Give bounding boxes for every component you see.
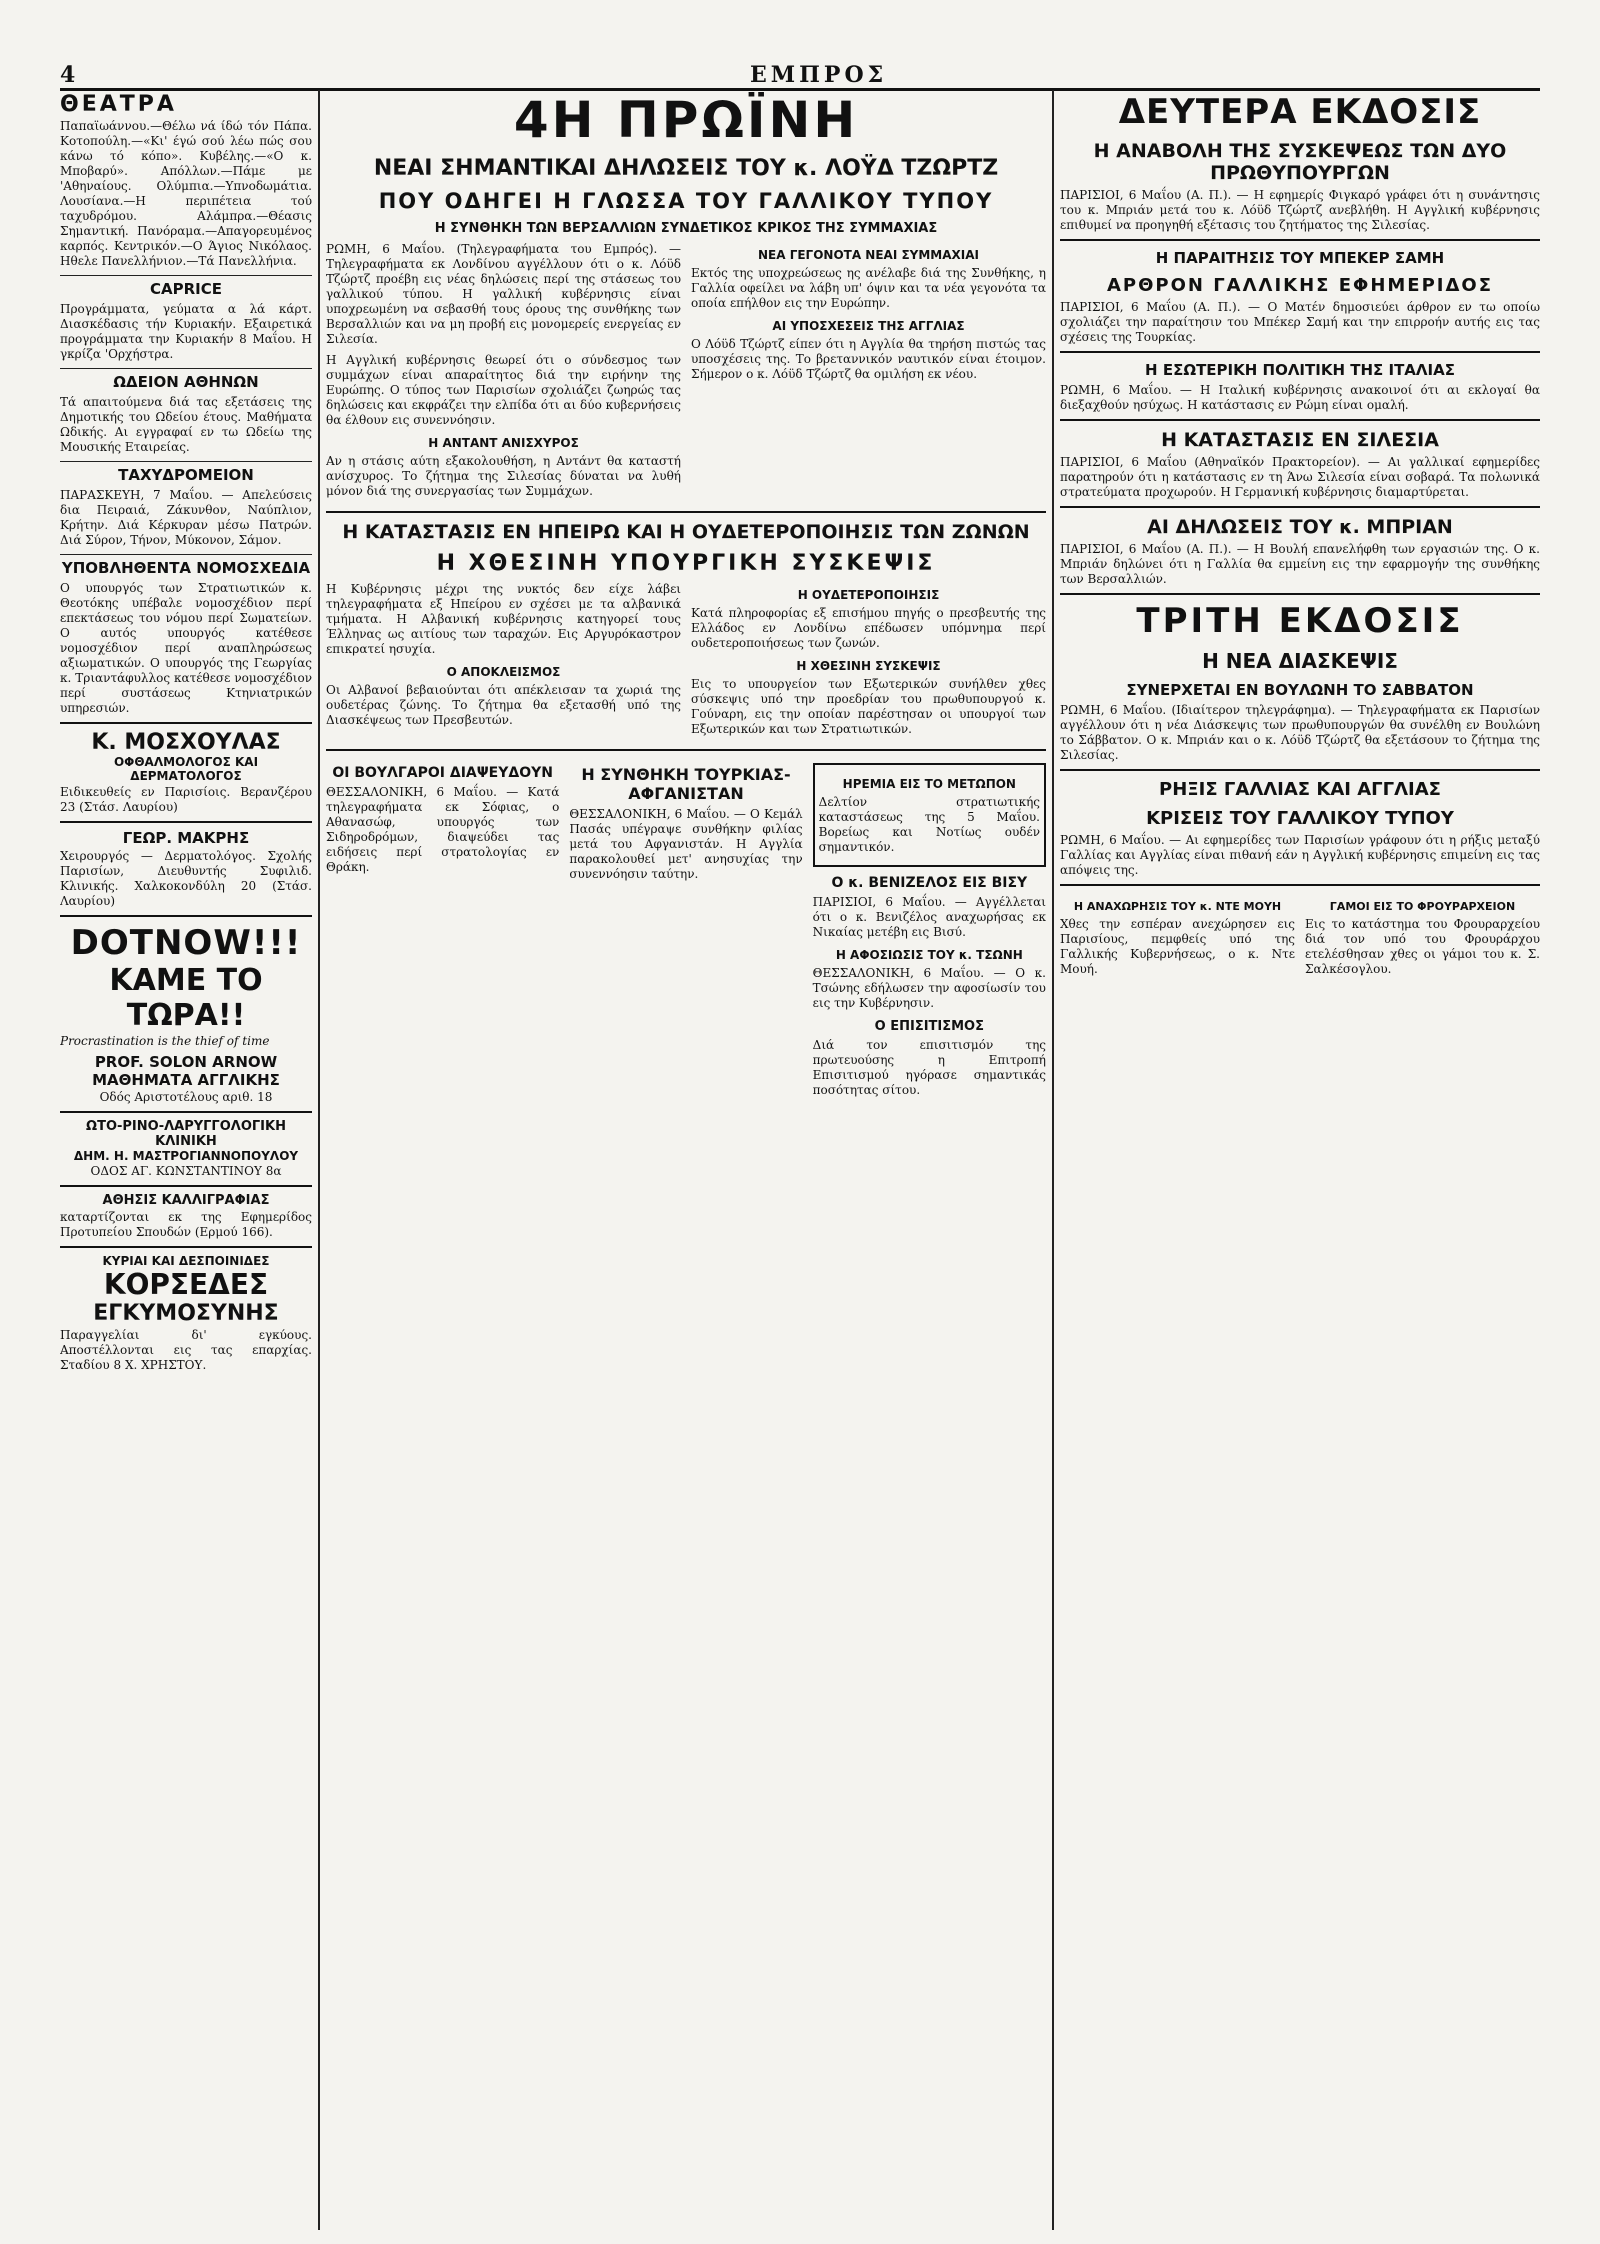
prof-address: Οδός Αριστοτέλους αριθ. 18 — [99, 1090, 273, 1104]
gamoi-text: Εις το κατάστημα του Φρουραρχείου διά τον υπό του Φρουράρχου ετελέσθησαν χθες οι γάμοι του κ. Σ. Σαλκέσογλου. — [1305, 917, 1540, 976]
anavoli-text: ΠΑΡΙΣΙΟΙ, 6 Μαΐου (Α. Π.). — Η εφημερίς Φιγκαρό γράφει ότι η συνάντησις του κ. Μπριάν μετά του κ. Λόϋδ Τζώρτζ ανεβλήθη. Η Αγγλική κυβέρνησις επιθυμεί να προηγηθή εξέτασις του ζητήματος της Σιλεσίας. — [1060, 188, 1540, 232]
antant-text: Αν η στάσις αύτη εξακολουθήση, η Αντάντ θα καταστή ανίσχυρος. Το ζήτημα της Σιλεσίας δύναται να λυθή μόνον διά της συνεργασίας των Συμμάχων. — [326, 454, 681, 498]
ent-address: ΟΔΟΣ ΑΓ. ΚΩΝΣΤΑΝΤΙΝΟΥ 8α — [90, 1164, 282, 1178]
taxydromeion-text: ΠΑΡΑΣΚΕΥΗ, 7 Μαΐου. — Απελεύσεις δια Πειραιά, Ζάκυνθον, Ναύπλιον, Κρήτην. Διά Κέρκυραν μέσω Πατρών. Διά Σύρον, Τήνον, Μύκονον, Σάμον. — [60, 488, 312, 547]
kame-ad-title: ΚΑΜΕ ΤΟ ΤΩΡΑ!! — [109, 963, 263, 1033]
ent-clinic-title: ΩΤΟ-ΡΙΝΟ-ΛΑΡΥΓΓΟΛΟΓΙΚΗ ΚΛΙΝΙΚΗ — [86, 1119, 286, 1149]
silesia-headline: Η ΚΑΤΑΣΤΑΣΙΣ ΕΝ ΣΙΛΕΣΙΑ — [1161, 429, 1439, 451]
divider — [60, 1246, 312, 1248]
divider — [60, 915, 312, 917]
divider — [1060, 351, 1540, 353]
italia-text: ΡΩΜΗ, 6 Μαΐου. — Η Ιταλική κυβέρνησις ανακοινοί ότι αι εκλογαί θα διεξαχθούν ησύχως. Η κατάστασις εν Ρώμη είναι ομαλή. — [1060, 383, 1540, 412]
epirus-headline: Η ΚΑΤΑΣΤΑΣΙΣ ΕΝ ΗΠΕΙΡΩ ΚΑΙ Η ΟΥΔΕΤΕΡΟΠΟΙΗΣΙΣ ΤΩΝ ΖΩΝΩΝ — [342, 521, 1030, 543]
divider — [1060, 593, 1540, 595]
egkymosynis-title: ΕΓΚΥΜΟΣΥΝΗΣ — [93, 1301, 279, 1326]
ent-doctor: ΔΗΜ. Η. ΜΑΣΤΡΟΓΙΑΝΝΟΠΟΥΛΟΥ — [73, 1149, 299, 1163]
doctor1-text: Ειδικευθείς εν Παρισίοις. Βερανζέρου 23 (Στάσ. Λαυρίου) — [60, 785, 312, 814]
column-rule — [318, 90, 320, 2230]
apokleismos-text: Οι Αλβανοί βεβαιούνται ότι απέκλεισαν τα χωριά της ουδετέρας ζώνης. Το ζήτημα θα εξετασθή υπό της Διασκέψεως των Πρεσβευτών. — [326, 683, 681, 727]
voulgaroi-text: ΘΕΣΣΑΛΟΝΙΚΗ, 6 Μαΐου. — Κατά τηλεγραφήματα εκ Σόφιας, ο Αθανασώφ, υπουργός των Σιδηροδρόμων, διαψεύδει τας ειδήσεις περί στρατολογίας εν Θράκη. — [326, 785, 560, 874]
oudeteropoiisis-subhead: Η ΟΥΔΕΤΕΡΟΠΟΙΗΣΙΣ — [797, 588, 940, 602]
epirus-article — [326, 580, 1046, 743]
caprice-title: CAPRICE — [60, 275, 312, 298]
doctor1-title: ΟΦΘΑΛΜΟΛΟΓΟΣ ΚΑΙ ΔΕΡΜΑΤΟΛΟΓΟΣ — [113, 755, 259, 783]
syskepsis-subhead: Η ΧΘΕΣΙΝΗ ΣΥΣΚΕΨΙΣ — [796, 659, 941, 673]
page-number: 4 — [60, 62, 76, 88]
nea-subhead: ΝΕΑ ΓΕΓΟΝΟΤΑ ΝΕΑΙ ΣΥΜΜΑΧΙΑΙ — [758, 248, 979, 262]
third-edition-banner: ΤΡΙΤΗ ΕΚΔΟΣΙΣ — [1136, 601, 1464, 641]
voulgaroi-headline: ΟΙ ΒΟΥΛΓΑΡΟΙ ΔΙΑΨΕΥΔΟΥΝ — [332, 765, 553, 781]
divider — [1060, 419, 1540, 421]
right-bottom-articles — [1060, 892, 1540, 983]
headline-sub2: Η ΣΥΝΘΗΚΗ ΤΩΝ ΒΕΡΣΑΛΛΙΩΝ ΣΥΝΔΕΤΙΚΟΣ ΚΡΙΚΟΣ ΤΗΣ ΣΥΜΜΑΧΙΑΣ — [434, 221, 938, 236]
nomoschedia-title: ΥΠΟΒΛΗΘΕΝΤΑ ΝΟΜΟΣΧΕΔΙΑ — [60, 554, 312, 577]
voulogni-headline: ΣΥΝΕΡΧΕΤΑΙ ΕΝ ΒΟΥΛΩΝΗ ΤΟ ΣΑΒΒΑΤΟΝ — [1126, 681, 1474, 699]
episitismos-headline: Ο ΕΠΙΣΙΤΙΣΜΟΣ — [874, 1019, 984, 1034]
divider — [326, 749, 1046, 751]
brian-headline: ΑΙ ΔΗΛΩΣΕΙΣ ΤΟΥ κ. ΜΠΡΙΑΝ — [1147, 516, 1453, 538]
syskepsis-headline: Η ΧΘΕΣΙΝΗ ΥΠΟΥΡΓΙΚΗ ΣΥΣΚΕΨΙΣ — [436, 551, 936, 576]
nea-text: Εκτός της υποχρεώσεως ης ανέλαβε διά της Συνθήκης, η Γαλλία οφείλει να λάβη υπ' όψιν και τα νέα γεγονότα τα οποία επήλθον εις την Ευρώπην. — [691, 266, 1046, 310]
gamoi-headline: ΓΑΜΟΙ ΕΙΣ ΤΟ ΦΡΟΥΡΑΡΧΕΙΟΝ — [1329, 900, 1516, 913]
kyriai-title: ΚΥΡΙΑΙ ΚΑΙ ΔΕΣΠΟΙΝΙΔΕΣ — [102, 1254, 270, 1268]
eremia-box — [813, 763, 1046, 867]
kalligrafia-text: καταρτίζονται εκ της Εφημερίδος Προτυπείου Σπουδών (Ερμού 166). — [60, 1210, 312, 1239]
divider — [60, 1111, 312, 1113]
theatra-text: Παπαϊωάννου.—Θέλω νά ίδώ τόν Πάπα. Κοτοπούλη.—«Κι' έγώ σού λέω πώς σου κάνω τό κόπο». Κυβέλης.—«Ο κ. Μποβαρύ». Απόλλων.—Πάμε με 'Αθηναίους. Ολύμπια.—Υπνοδωμάτια. Λουσίανα.—Η περιπέτεια τού ταχυδρόμου. Αλάμπρα.—Θέασις Σημαντική. Πανόραμα.—Απαγορευμένος καρπός. Κεντρικόν.—Ο Άγιος Νικόλαος. Ηθελε Πανελλήνιον.—Τά Πανελλήνια. — [60, 119, 312, 268]
yposcheseis-subhead: ΑΙ ΥΠΟΣΧΕΣΕΙΣ ΤΗΣ ΑΓΓΛΙΑΣ — [772, 319, 965, 333]
edition-banner: 4Η ΠΡΩΪΝΗ — [513, 92, 859, 149]
column-rule — [1052, 90, 1054, 2230]
divider — [1060, 239, 1540, 241]
arthron-headline: ΑΡΘΡΟΝ ΓΑΛΛΙΚΗΣ ΕΦΗΜΕΡΙΔΟΣ — [1106, 275, 1494, 296]
diaskepsis-text: ΡΩΜΗ, 6 Μαΐου. (Ιδιαίτερον τηλεγράφημα). — Τηλεγραφήματα εκ Παρισίων αγγέλλουν ότι η νέα Διάσκεψις των πρωθυπουργών θα συνέλθη εν Βουλώνη το Σάββατον. Ο κ. Μπριάν και ο κ. Λόϋδ Τζώρτζ θα εξετάσουν το ζήτημα της Σιλεσίας. — [1060, 703, 1540, 762]
doctor1-name: Κ. ΜΟΣΧΟΥΛΑΣ — [91, 730, 281, 755]
eremia-text: Δελτίον στρατιωτικής καταστάσεως της 5 Μαΐου. Βορείως και Νοτίως ουδέν σημαντικόν. — [818, 795, 1040, 854]
left-column — [60, 92, 312, 2232]
caprice-text: Προγράμματα, γεύματα α λά κάρτ. Διασκέδασις τήν Κυριακήν. Εξαιρετικά προγράμματα την Κυριακήν 8 Μαΐου. Η γκρίζα 'Ορχήστρα. — [60, 302, 312, 361]
korsedes-title: ΚΟΡΣΕΔΕΣ — [103, 1268, 269, 1301]
divider — [1060, 769, 1540, 771]
synthiki-text: ΘΕΣΣΑΛΟΝΙΚΗ, 6 Μαΐου. — Ο Κεμάλ Πασάς υπέγραψε συνθήκην φιλίας μετά του Αφγανιστάν. Η Αγγλία παρακολουθεί μετ' ανησυχίας την συνεννόησιν ταύτην. — [569, 807, 803, 881]
lead-text: ΡΩΜΗ, 6 Μαΐου. (Τηλεγραφήματα του Εμπρός). — Τηλεγραφήματα εκ Λονδίνου αγγέλλουν ότι ο κ. Λόϋδ Τζώρτζ προέβη εις νέας δηλώσεις περί της στάσεως του γαλλικού τύπου. Η γαλλική κυβέρνησις είναι υποχρεωμένη να σεβασθή τους όρους της συνθήκης των Βερσαλλιών και να μη προβή εις μονομερείς ενεργείας εν Σιλεσία. — [326, 242, 681, 346]
second-edition-banner: ΔΕΥΤΕΡΑ ΕΚΔΟΣΙΣ — [1118, 92, 1482, 132]
odeion-title: ΩΔΕΙΟΝ ΑΘΗΝΩΝ — [60, 368, 312, 391]
bottom-articles — [326, 757, 1046, 1104]
procrastination-quote: Procrastination is the thief of time — [60, 1034, 270, 1048]
prof-name: PROF. SOLON ARNOW — [94, 1053, 278, 1071]
kalligrafia-title: ΑΘΗΣΙΣ ΚΑΛΛΙΓΡΑΦΙΑΣ — [102, 1193, 270, 1208]
anachorisis-text: Χθες την εσπέραν ανεχώρησεν εις Παρισίους, πεμφθείς υπό της Γαλλικής Κυβερνήσεως, ο κ. Ντε Μουή. — [1060, 917, 1295, 976]
syskepsis-text: Εις το υπουργείον των Εξωτερικών συνήλθεν χθες σύσκεψις υπό την προεδρίαν του πρωθυπουργού κ. Γούναρη, εις την οποίαν παρέστησαν οι υπουργοί των Εξωτερικών και των Στρατιωτικών. — [691, 677, 1046, 736]
antant-subhead: Η ΑΝΤΑΝΤ ΑΝΙΣΧΥΡΟΣ — [428, 436, 579, 450]
silesia-text: ΠΑΡΙΣΙΟΙ, 6 Μαΐου (Αθηναϊκόν Πρακτορείον). — Αι γαλλικαί εφημερίδες παρατηρούν ότι η κατάστασις εν τη Άνω Σιλεσία είναι σοβαρά. Τα πολωνικά στρατεύματα προχωρούν. Η Γερμανική κυβέρνησις διαμαρτύρεται. — [1060, 455, 1540, 499]
doctor2-name: ΓΕΩΡ. ΜΑΚΡΗΣ — [122, 829, 250, 847]
venizelos-text: ΠΑΡΙΣΙΟΙ, 6 Μαΐου. — Αγγέλλεται ότι ο κ. Βενιζέλος αναχωρήσας εκ Νικαίας μετέβη εις Βισύ. — [812, 895, 1046, 939]
eremia-headline: ΗΡΕΜΙΑ ΕΙΣ ΤΟ ΜΕΤΩΠΟΝ — [842, 777, 1016, 791]
paraitisis-text: ΠΑΡΙΣΙΟΙ, 6 Μαΐου (Α. Π.). — Ο Ματέν δημοσιεύει άρθρον εν τω οποίω σχολιάζει την παραίτησιν του Μπέκερ Σαμή και την επιρροήν αυτής εις τας σχέσεις της Τουρκίας. — [1060, 300, 1540, 344]
anachorisis-headline: Η ΑΝΑΧΩΡΗΣΙΣ ΤΟΥ κ. ΝΤΕ ΜΟΥΗ — [1073, 900, 1282, 913]
center-column — [326, 92, 1046, 2232]
rixis-headline: ΡΗΞΙΣ ΓΑΛΛΙΑΣ ΚΑΙ ΑΓΓΛΙΑΣ — [1159, 779, 1441, 800]
nomoschedia-text: Ο υπουργός των Στρατιωτικών κ. Θεοτόκης υπέβαλε νομοσχέδιον περί επεκτάσεως του νόμου περί Σωματείων. Ο αυτός υπουργός κατέθεσε νομοσχέδιον περί αναπληρώσεως αξιωματικών. Ο υπουργός της Γεωργίας κ. Τριαντάφυλλος κατέθεσε νομοσχέδιον περί συστάσεως Κτηνιατρικών υπηρεσιών. — [60, 581, 312, 715]
afosiosis-text: ΘΕΣΣΑΛΟΝΙΚΗ, 6 Μαΐου. — Ο κ. Τσώνης εδήλωσεν την αφοσίωσίν του εις την Κυβέρνησιν. — [812, 966, 1046, 1010]
lead-text-2: Η Αγγλική κυβέρνησις θεωρεί ότι ο σύνδεσμος των συμμάχων είναι απαραίτητος διά την ειρήνην της Ευρώπης. Ο τύπος των Παρισίων σχολιάζει ζωηρώς τας δηλώσεις και εκφράζει την ελπίδα ότι αι δύο κυβερνήσεις θα έλθουν εις συνεννόησιν. — [326, 353, 681, 427]
doctor2-text: Χειρουργός — Δερματολόγος. Σχολής Παρισίων, Διευθυντής Συφιλιδ. Κλινικής. Χαλκοκονδύλη 20 (Στάσ. Λαυρίου) — [60, 849, 312, 908]
divider — [326, 511, 1046, 513]
brian-text: ΠΑΡΙΣΙΟΙ, 6 Μαΐου (Α. Π.). — Η Βουλή επανελήφθη των εργασιών της. Ο κ. Μπριάν δηλώνει ότι η Γαλλία θα εμμείνη εις την εφαρμογήν της συνθήκης των Βερσαλλιών. — [1060, 542, 1540, 586]
episitismos-text: Διά τον επισιτισμόν της πρωτευούσης η Επιτροπή Επισιτισμού ηγόρασε σημαντικάς ποσότητας σίτου. — [812, 1038, 1046, 1097]
paraitisis-headline: Η ΠΑΡΑΙΤΗΣΙΣ ΤΟΥ ΜΠΕΚΕΡ ΣΑΜΗ — [1155, 249, 1445, 267]
yposcheseis-text: Ο Λόϋδ Τζώρτζ είπεν ότι η Αγγλία θα τηρήση πιστώς τας υποσχέσεις της. Το βρεταννικόν ναυτικόν είναι έτοιμον. Σήμερον ο κ. Λόϋδ Τζώρτζ θα ομιλήση εκ νέου. — [691, 337, 1046, 381]
right-column — [1060, 92, 1540, 2232]
divider — [1060, 506, 1540, 508]
oudeteropoiisis-text: Κατά πληροφορίας εξ επισήμου πηγής ο πρεσβευτής της Ελλάδος εν Λονδίνω επέδωσεν υπόμνημα περί ουδετεροποιήσεως των ζωνών. — [691, 606, 1046, 650]
paper-name: ΕΜΠΡΟΣ — [750, 62, 888, 88]
masthead — [60, 62, 1540, 91]
venizelos-headline: Ο κ. ΒΕΝΙΖΕΛΟΣ ΕΙΣ ΒΙΣΥ — [831, 875, 1028, 891]
divider — [60, 722, 312, 724]
epirus-text: Η Κυβέρνησις μέχρι της νυκτός δεν είχε λάβει τηλεγραφήματα εξ Ηπείρου εν σχέσει με τα αλβανικά τμήματα. Η Αλβανική κυβέρνησις κατηγορεί τους Έλληνας ως αιτίους των ταραχών. Εις Αργυρόκαστρον επικρατεί ησυχία. — [326, 582, 681, 656]
rixis-text: ΡΩΜΗ, 6 Μαΐου. — Αι εφημερίδες των Παρισίων γράφουν ότι η ρήξις μεταξύ Γαλλίας και Αγγλίας είναι πιθανή εάν η Αγγλική κυβέρνησις επιμείνη εις τας απόψεις της. — [1060, 833, 1540, 877]
divider — [60, 821, 312, 823]
headline-sub: ΠΟΥ ΟΔΗΓΕΙ Η ΓΛΩΣΣΑ ΤΟΥ ΓΑΛΛΙΚΟΥ ΤΥΠΟΥ — [378, 189, 994, 213]
diaskepsis-headline: Η ΝΕΑ ΔΙΑΣΚΕΨΙΣ — [1202, 649, 1398, 673]
theatra-title: ΘΕΑΤΡΑ — [60, 92, 177, 117]
synthiki-headline: Η ΣΥΝΘΗΚΗ ΤΟΥΡΚΙΑΣ-ΑΦΓΑΝΙΣΤΑΝ — [581, 765, 791, 803]
dotnow-ad-title: DOTNOW!!! — [70, 923, 302, 963]
prof-title: ΜΑΘΗΜΑΤΑ ΑΓΓΛΙΚΗΣ — [92, 1071, 280, 1089]
odeion-text: Τά απαιτούμενα διά τας εξετάσεις της Δημοτικής του Ωδείου έτους. Μαθήματα Ωδικής. Αι εγγραφαί εν τω Ωδείω της Μουσικής Εταιρείας. — [60, 395, 312, 454]
apokleismos-subhead: Ο ΑΠΟΚΛΕΙΣΜΟΣ — [446, 665, 561, 679]
lead-article — [326, 240, 1046, 505]
anavoli-headline: Η ΑΝΑΒΟΛΗ ΤΗΣ ΣΥΣΚΕΨΕΩΣ ΤΩΝ ΔΥΟ ΠΡΩΘΥΠΟΥΡΓΩΝ — [1093, 140, 1507, 184]
divider — [60, 1185, 312, 1187]
korsedes-text: Παραγγελίαι δι' εγκύους. Αποστέλλονται εις τας επαρχίας. Σταδίου 8 Χ. ΧΡΗΣΤΟΥ. — [60, 1328, 312, 1372]
headline-main: ΝΕΑΙ ΣΗΜΑΝΤΙΚΑΙ ΔΗΛΩΣΕΙΣ ΤΟΥ κ. ΛΟΫΔ ΤΖΩΡΤΖ — [373, 156, 999, 181]
kriseis-headline: ΚΡΙΣΕΙΣ ΤΟΥ ΓΑΛΛΙΚΟΥ ΤΥΠΟΥ — [1146, 808, 1454, 829]
italia-headline: Η ΕΣΩΤΕΡΙΚΗ ΠΟΛΙΤΙΚΗ ΤΗΣ ΙΤΑΛΙΑΣ — [1145, 361, 1455, 379]
taxydromeion-title: ΤΑΧΥΔΡΟΜΕΙΟΝ — [60, 461, 312, 484]
afosiosis-headline: Η ΑΦΟΣΙΩΣΙΣ ΤΟΥ κ. ΤΣΩΝΗ — [835, 948, 1023, 962]
divider — [1060, 884, 1540, 886]
